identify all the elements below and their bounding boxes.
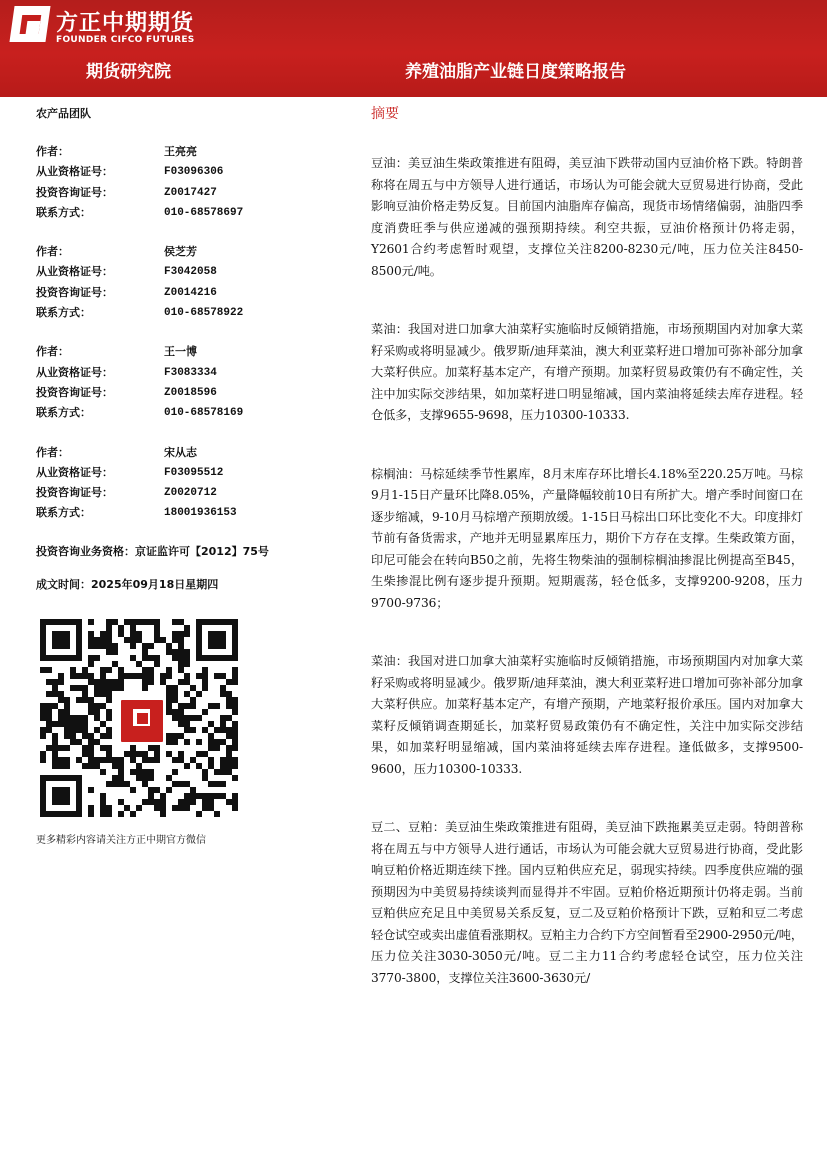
contact-label: 联系方式： xyxy=(36,205,91,219)
consult-label: 投资咨询证号： xyxy=(36,285,113,299)
consult-number: Z0020712 xyxy=(164,487,217,500)
consult-number: Z0018596 xyxy=(164,386,217,399)
author-label: 作者： xyxy=(36,245,69,259)
consult-label: 投资咨询证号： xyxy=(36,385,113,399)
cert-label: 从业资格证号： xyxy=(36,165,113,179)
brand-name-en: FOUNDER CIFCO FUTURES xyxy=(56,35,195,45)
consult-number: Z0014216 xyxy=(164,286,217,299)
author-name: 宋从志 xyxy=(164,445,197,459)
summary-paragraph-palm-oil: 棕榈油：马棕延续季节性累库，8月末库存环比增长4.18%至220.25万吨。马棕9月1-15日产量环比降8.05%，产量降幅较前10日有所扩大。增产季时间窗口在逐步缩减，9-10月马棕增产预期放缓。1-15日马棕出口环比变化不大。印度排灯节前有备货需求，产地并无明显累库压力，期价下方存在支撑。生柴政策方面，印尼可能会在转向B50之前，先将生物柴油的强制棕榈油掺混比例提高至B45，生柴掺混比例有逐步提升预期。短期震荡，轻仓低多，支撑9200-9208，压力9700-9736； xyxy=(371,466,803,610)
consult-label: 投资咨询证号： xyxy=(36,486,113,500)
qualification-text: 投资咨询业务资格：京证监许可【2012】75号 xyxy=(36,544,269,558)
summary-section xyxy=(371,103,803,1026)
cert-label: 从业资格证号： xyxy=(36,365,113,379)
report-title: 养殖油脂产业链日度策略报告 xyxy=(405,62,626,82)
cert-number: F3042058 xyxy=(164,266,217,279)
cert-label: 从业资格证号： xyxy=(36,465,113,479)
report-header xyxy=(0,0,827,97)
contact-label: 联系方式： xyxy=(36,306,91,320)
cert-number: F03096306 xyxy=(164,166,224,179)
contact-phone: 010-68578169 xyxy=(164,407,244,420)
author-name: 王亮亮 xyxy=(164,145,197,158)
contact-label: 联系方式： xyxy=(36,406,91,420)
author-panel xyxy=(36,105,336,592)
qr-caption: 更多精彩内容请关注方正中期官方微信 xyxy=(36,835,206,846)
summary-paragraph-soybean-oil: 豆油：美豆油生柴政策推进有阻碍，美豆油下跌带动国内豆油价格下跌。特朗普称将在周五与中方领导人进行通话，市场认为可能会就大豆贸易进行协商，受此影响豆油价格走势反复。目前国内油脂库存偏高，现货市场情绪偏弱，油脂四季度消费旺季与供应递减的强预期持续。利空共振，豆油价格预计仍将走弱，Y2601合约考虑暂时观望，支撑位关注8200-8230元/吨，压力位关注8450-8500元/吨。 xyxy=(371,156,803,278)
author-block xyxy=(36,142,336,223)
brand-logo xyxy=(12,6,212,48)
contact-phone: 010-68578697 xyxy=(164,206,244,219)
cert-label: 从业资格证号： xyxy=(36,265,113,279)
contact-label: 联系方式： xyxy=(36,506,91,520)
author-label: 作者： xyxy=(36,145,69,158)
institute-name: 期货研究院 xyxy=(86,62,171,82)
summary-paragraph-rapeseed-oil-2: 菜油：我国对进口加拿大油菜籽实施临时反倾销措施，市场预期国内对加拿大菜籽采购或将明显减少。俄罗斯/迪拜菜油，澳大利亚菜籽进口增加可弥补部分加拿大菜籽供应。加菜籽基本定产，有增产预期，产地菜籽报价承压。国内对加拿大菜籽反倾销调查期延长，加菜籽贸易政策仍有不确定性，关注中加实际交涉结果，如加菜籽明显缩减，国内菜油将延续去库存进程。逢低做多，支撑9500-9600，压力10300-10333. xyxy=(371,654,803,776)
author-block xyxy=(36,342,336,423)
author-block xyxy=(36,242,336,323)
team-name: 农产品团队 xyxy=(36,107,91,120)
author-block xyxy=(36,443,336,524)
author-label: 作者： xyxy=(36,345,69,359)
consult-label: 投资咨询证号： xyxy=(36,185,113,199)
author-label: 作者： xyxy=(36,445,69,459)
summary-paragraph-rapeseed-oil: 菜油：我国对进口加拿大油菜籽实施临时反倾销措施，市场预期国内对加拿大菜籽采购或将明显减少。俄罗斯/迪拜菜油，澳大利亚菜籽进口增加可弥补部分加拿大菜籽供应。加菜籽基本定产，有增产预期。加菜籽贸易政策仍有不确定性，关注中加实际交涉结果，如加菜籽进口明显缩减，国内菜油将延续去库存进程。轻仓低多，支撑9655-9698，压力10300-10333. xyxy=(371,322,803,422)
contact-phone: 18001936153 xyxy=(164,507,237,520)
cert-number: F03095512 xyxy=(164,466,224,479)
publish-date: 成文时间：2025年09月18日星期四 xyxy=(36,577,219,591)
contact-phone: 010-68578922 xyxy=(164,307,244,320)
brand-logo-icon xyxy=(9,6,50,42)
consult-number: Z0017427 xyxy=(164,186,217,199)
author-name: 侯芝芳 xyxy=(164,245,197,259)
wechat-qr-code xyxy=(40,619,238,817)
author-name: 王一博 xyxy=(164,345,197,359)
qr-center-logo-icon xyxy=(118,697,166,745)
summary-paragraph-soymeal: 豆二、豆粕：美豆油生柴政策推进有阻碍，美豆油下跌拖累美豆走弱。特朗普称将在周五与中方领导人进行通话，市场认为可能会就大豆贸易进行协商，受此影响豆粕价格近期连续下挫。国内豆粕供应充足，弱现实持续。四季度供应端的强预期因为中美贸易持续谈判而显得并不牢固。豆粕价格近期预计仍将走弱。当前豆粕供应充足且中美贸易关系反复，豆二及豆粕价格预计下跌，豆粕和豆二考虑轻仓试空或卖出虚值看涨期权。豆粕主力合约下方空间暂看至2900-2950元/吨，压力位关注3030-3050元/吨。豆二主力11合约考虑轻仓试空，压力位关注3770-3800，支撑位关注3600-3630元/ xyxy=(371,820,803,985)
summary-heading: 摘要 xyxy=(371,106,399,122)
brand-name-cn: 方正中期期货 xyxy=(56,11,195,36)
cert-number: F3083334 xyxy=(164,366,217,379)
